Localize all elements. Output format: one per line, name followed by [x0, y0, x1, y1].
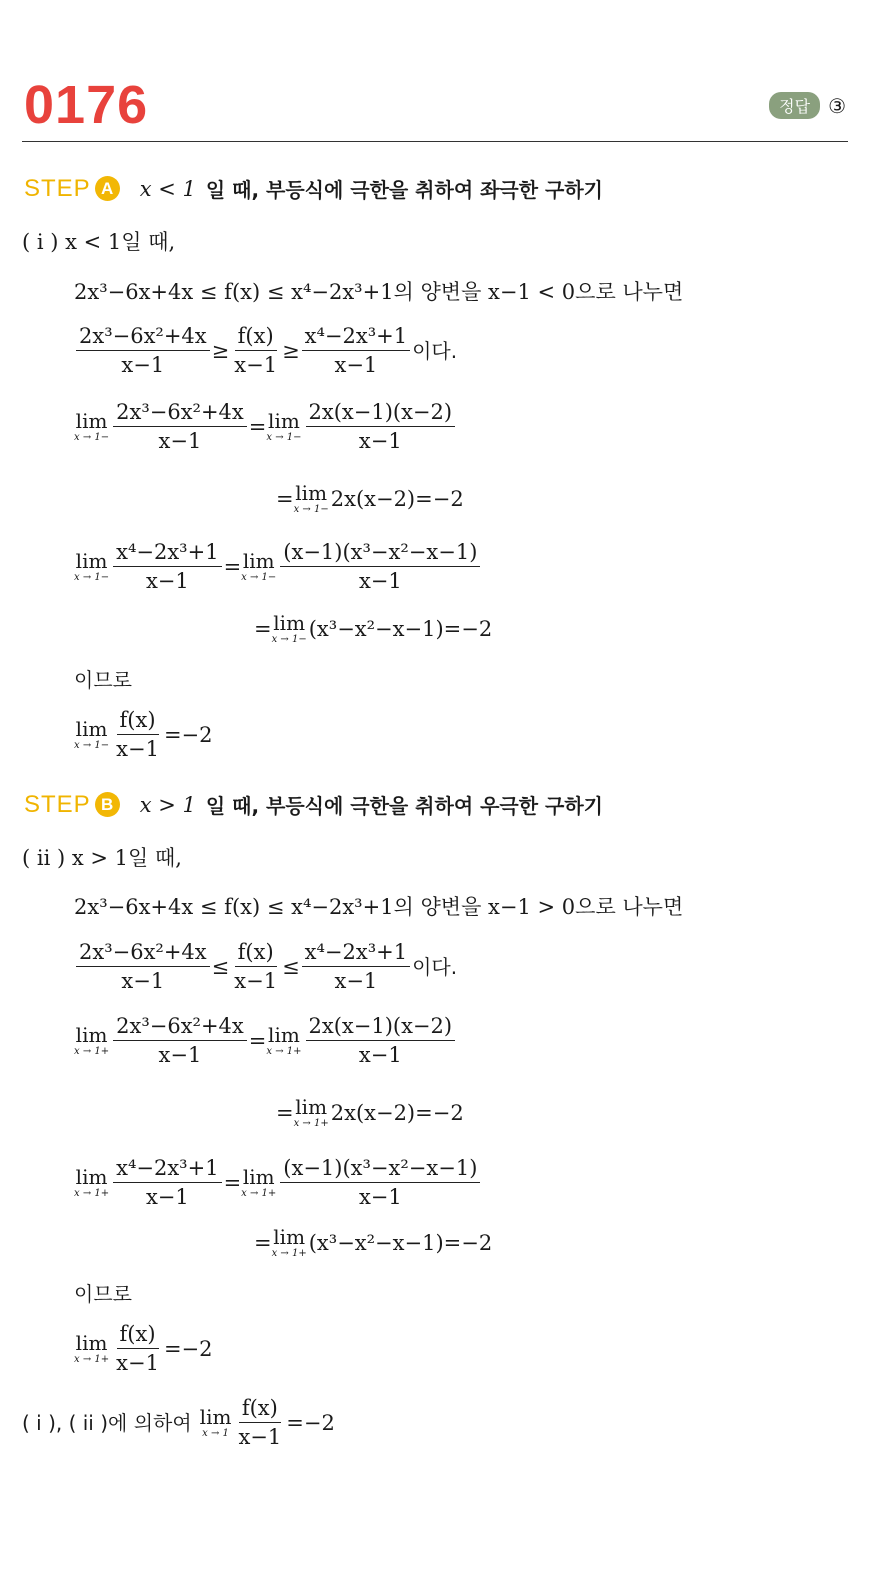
case-ii-result: lim x → 1+ $\frac{f(x)}{x-1}$ =−2: [74, 1322, 213, 1375]
step-label: STEP: [24, 790, 91, 818]
case-i-limit-2b: = lim x → 1− (x³−x²−x−1)=−2: [254, 611, 493, 645]
step-letter-a: A: [95, 176, 120, 201]
step-label: STEP: [24, 174, 91, 202]
conclusion: ( i ), ( ii )에 의하여 lim x → 1 $\frac{f(x)}{x-1}$ =−2: [22, 1396, 335, 1449]
case-i-limit-1b: = lim x → 1− 2x(x−2)=−2: [276, 481, 464, 515]
case-ii-label: ( ii ) x > 1일 때,: [22, 846, 182, 870]
case-ii-limit-1b: = lim x → 1+ 2x(x−2)=−2: [276, 1095, 464, 1129]
header-divider: [22, 141, 848, 142]
step-condition: x > 1: [139, 792, 196, 817]
case-i-label: ( i ) x < 1일 때,: [22, 230, 176, 254]
problem-number: 0176: [24, 75, 149, 135]
case-ii-therefore: 이므로: [74, 1282, 132, 1306]
case-i-limit-1: lim x → 1− $\frac{\text{2x³−6x²+4x}}{x-1}$ = lim x → 1− $\frac{2x(x-1)(x-2)}{x-1}$: [74, 398, 457, 455]
step-b-heading: [24, 790, 603, 819]
fraction: $\frac{\text{x⁴−2x³+1}}{x-1}$: [302, 322, 410, 379]
answer-box: [769, 92, 846, 119]
case-i-inequality: 2x³−6x+4x ≤ f(x) ≤ x⁴−2x³+1의 양변을 x−1 < 0으로 나누면: [74, 280, 684, 304]
case-i-result: lim x → 1− $\frac{f(x)}{x-1}$ =−2: [74, 708, 213, 761]
case-ii-inequality: 2x³−6x+4x ≤ f(x) ≤ x⁴−2x³+1의 양변을 x−1 > 0으로 나누면: [74, 895, 684, 919]
step-a-heading: [24, 174, 603, 203]
case-ii-limit-2b: = lim x → 1+ (x³−x²−x−1)=−2: [254, 1225, 493, 1259]
step-description: 일 때, 부등식에 극한을 취하여 우극한 구하기: [205, 794, 603, 818]
answer-label-badge: 정답: [769, 92, 820, 119]
case-ii-divided: $\frac{\text{2x³−6x²+4x}}{x-1}$ ≤ $\frac{f(x)}{x-1}$ ≤ $\frac{\text{x⁴−2x³+1}}{x-1}$ 이다.: [74, 938, 457, 995]
case-i-divided: $\frac{\text{2x³−6x²+4x}}{x-1}$ ≥ $\frac{f(x)}{x-1}$ ≥ $\frac{\text{x⁴−2x³+1}}{x-1}$ 이다.: [74, 322, 457, 379]
fraction: $\frac{\text{2x³−6x²+4x}}{x-1}$: [76, 322, 210, 379]
case-i-limit-2: lim x → 1− $\frac{\text{x⁴−2x³+1}}{x-1}$ = lim x → 1− $\frac{\text{(x−1)(x³−x²−x−1)}}{x-1}$: [74, 538, 482, 595]
case-ii-limit-1: lim x → 1+ $\frac{\text{2x³−6x²+4x}}{x-1}$ = lim x → 1+ $\frac{2x(x-1)(x-2)}{x-1}$: [74, 1012, 457, 1069]
step-letter-b: B: [95, 792, 120, 817]
case-i-therefore: 이므로: [74, 668, 132, 692]
fraction: $\frac{f(x)}{x-1}$: [234, 324, 278, 377]
limit: lim x → 1−: [74, 408, 110, 443]
case-ii-limit-2: lim x → 1+ $\frac{\text{x⁴−2x³+1}}{x-1}$ = lim x → 1+ $\frac{\text{(x−1)(x³−x²−x−1)}}{x-1}$: [74, 1154, 482, 1211]
answer-value: ③: [828, 93, 846, 118]
step-description: 일 때, 부등식에 극한을 취하여 좌극한 구하기: [205, 178, 603, 202]
step-condition: x < 1: [139, 176, 196, 201]
